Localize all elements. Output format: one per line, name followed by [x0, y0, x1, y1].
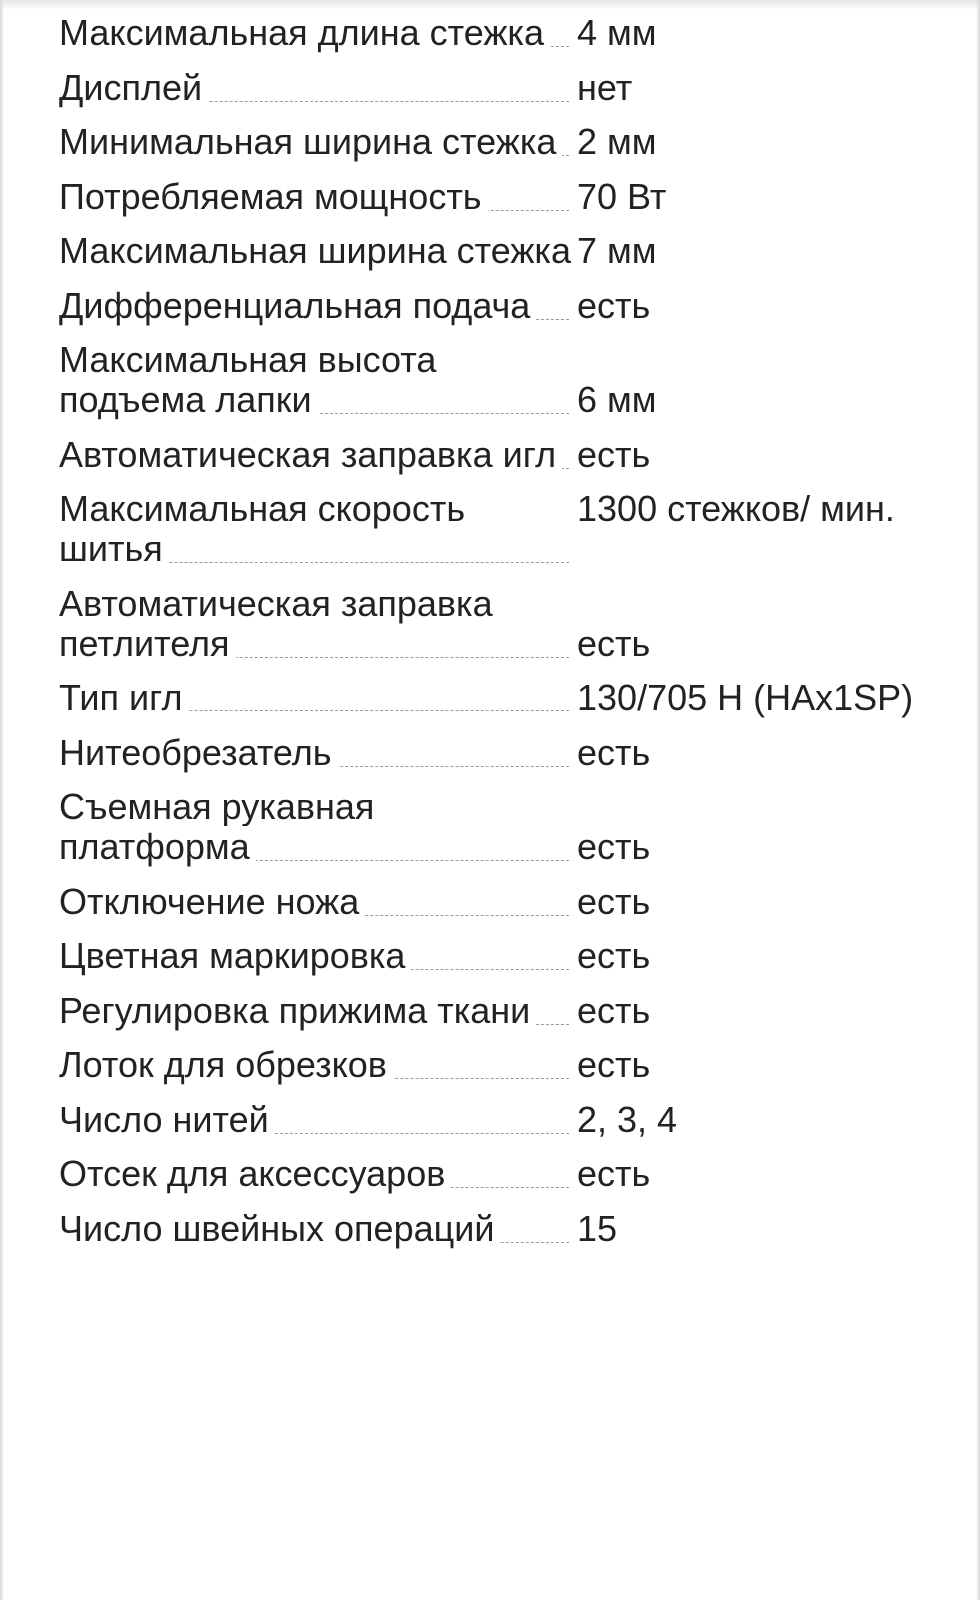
spec-row	[59, 435, 919, 475]
spec-name: Минимальная ширина стежка	[59, 122, 577, 162]
spec-value: есть	[577, 1153, 651, 1194]
spec-name: Число швейных операций	[59, 1209, 577, 1249]
spec-row	[59, 787, 919, 867]
spec-row	[59, 882, 919, 922]
spec-name: Максимальная длина стежка	[59, 13, 577, 53]
spec-name: Регулировка прижима ткани	[59, 991, 577, 1031]
spec-name: Дифференциальная подача	[59, 286, 577, 326]
spec-list	[59, 13, 919, 1263]
spec-value: есть	[577, 731, 651, 773]
top-shadow	[0, 0, 980, 10]
spec-row	[59, 340, 919, 420]
spec-name: Тип игл	[59, 678, 577, 718]
spec-name: Лоток для обрезков	[59, 1045, 577, 1085]
spec-row	[59, 1209, 919, 1249]
spec-value: нет	[577, 66, 633, 108]
spec-value: есть	[577, 989, 651, 1031]
spec-row	[59, 122, 919, 162]
spec-name: Нитеобрезатель	[59, 733, 577, 773]
spec-name: Дисплей	[59, 68, 577, 108]
spec-value: 6 мм	[577, 379, 657, 420]
spec-row	[59, 177, 919, 217]
spec-row	[59, 1154, 919, 1194]
spec-row	[59, 489, 919, 569]
spec-value: 2, 3, 4	[577, 1098, 678, 1140]
spec-name: Отсек для аксессуаров	[59, 1154, 577, 1194]
spec-value: есть	[577, 880, 651, 922]
spec-row	[59, 286, 919, 326]
spec-value: есть	[577, 1044, 651, 1085]
spec-value: есть	[577, 433, 651, 475]
spec-row	[59, 936, 919, 976]
spec-name: Число нитей	[59, 1100, 577, 1140]
spec-value: есть	[577, 935, 651, 976]
spec-row	[59, 1045, 919, 1085]
spec-row	[59, 584, 919, 664]
left-edge-shadow	[0, 0, 4, 1600]
spec-row	[59, 1100, 919, 1140]
spec-value: 2 мм	[577, 121, 657, 162]
spec-row	[59, 231, 919, 271]
spec-value: 1300 стежков/ мин.	[577, 488, 895, 529]
spec-value: 7 мм	[577, 230, 657, 271]
spec-value: 130/705 H (HAx1SP)	[577, 677, 914, 718]
spec-row	[59, 733, 919, 773]
spec-value: 15	[577, 1207, 618, 1249]
spec-value: есть	[577, 284, 651, 326]
spec-row	[59, 678, 919, 718]
spec-name: Максимальная высота подъема лапки	[59, 340, 577, 420]
spec-value: 70 Вт	[577, 175, 667, 217]
spec-name: Максимальная ширина стежка	[59, 231, 577, 271]
spec-name: Автоматическая заправка петлителя	[59, 584, 577, 664]
spec-row	[59, 68, 919, 108]
right-edge-shadow	[976, 0, 980, 1600]
spec-name: Отключение ножа	[59, 882, 577, 922]
spec-row	[59, 991, 919, 1031]
spec-name: Потребляемая мощность	[59, 177, 577, 217]
spec-name: Максимальная скорость шитья	[59, 489, 577, 569]
spec-value: есть	[577, 622, 651, 664]
spec-name: Автоматическая заправка игл	[59, 435, 577, 475]
spec-value: есть	[577, 826, 651, 867]
spec-row	[59, 13, 919, 53]
spec-value: 4 мм	[577, 12, 657, 53]
spec-name: Цветная маркировка	[59, 936, 577, 976]
spec-name: Съемная рукавная платформа	[59, 787, 577, 867]
